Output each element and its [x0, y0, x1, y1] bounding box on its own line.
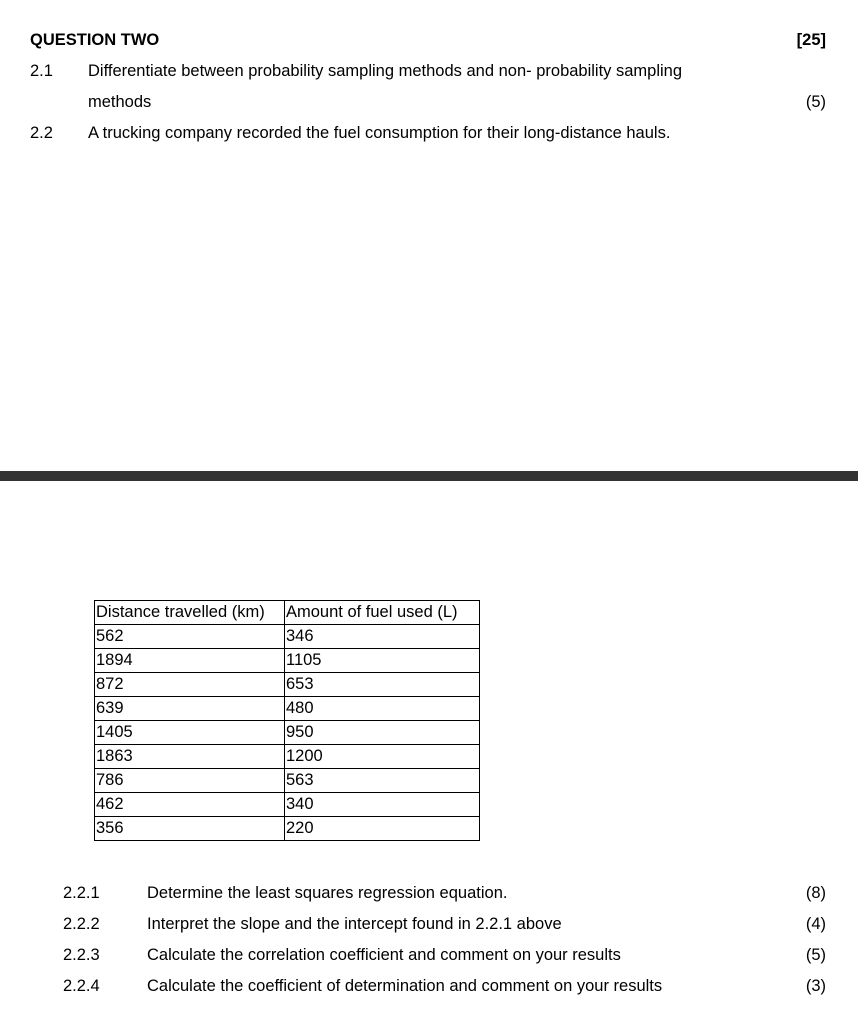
q221-marks: (8)	[805, 884, 826, 902]
table-cell-fuel: 653	[285, 673, 480, 697]
q223-text: Calculate the correlation coefficient and comment on your results	[147, 946, 621, 964]
q21-text-line2: methods	[88, 93, 152, 111]
table-cell-fuel: 220	[285, 817, 480, 841]
table-row	[95, 745, 480, 769]
q223-number: 2.2.3	[63, 946, 100, 964]
table-cell-fuel: 340	[285, 793, 480, 817]
table-cell-distance: 462	[95, 793, 285, 817]
fuel-consumption-table	[94, 600, 480, 841]
table-cell-distance: 1405	[95, 721, 285, 745]
table-cell-distance: 872	[95, 673, 285, 697]
q224-text: Calculate the coefficient of determination and comment on your results	[147, 977, 663, 995]
table-cell-distance: 1894	[95, 649, 285, 673]
table-header-fuel: Amount of fuel used (L)	[285, 601, 480, 625]
q223-marks: (5)	[805, 946, 826, 964]
table-cell-fuel: 346	[285, 625, 480, 649]
q21-number: 2.1	[30, 62, 53, 80]
table-cell-distance: 1863	[95, 745, 285, 769]
table-cell-fuel: 950	[285, 721, 480, 745]
table-cell-distance: 639	[95, 697, 285, 721]
q21-marks: (5)	[805, 93, 826, 111]
q224-marks: (3)	[805, 977, 826, 995]
table-header-distance: Distance travelled (km)	[95, 601, 285, 625]
q222-text: Interpret the slope and the intercept found in 2.2.1 above	[147, 915, 562, 933]
question-total-marks: [25]	[796, 31, 826, 49]
question-title: QUESTION TWO	[30, 31, 160, 49]
table-row	[95, 721, 480, 745]
table-cell-fuel: 480	[285, 697, 480, 721]
table-row	[95, 817, 480, 841]
table-row	[95, 769, 480, 793]
table-cell-fuel: 1200	[285, 745, 480, 769]
q221-text: Determine the least squares regression equation.	[147, 884, 508, 902]
table-cell-fuel: 1105	[285, 649, 480, 673]
table-cell-fuel: 563	[285, 769, 480, 793]
table-header-row	[95, 601, 480, 625]
table-row	[95, 673, 480, 697]
table-row	[95, 697, 480, 721]
q22-number: 2.2	[30, 124, 53, 142]
table-cell-distance: 786	[95, 769, 285, 793]
table-row	[95, 625, 480, 649]
table-cell-distance: 562	[95, 625, 285, 649]
table-row	[95, 793, 480, 817]
q221-number: 2.2.1	[63, 884, 100, 902]
q21-text-line1: Differentiate between probability sampling methods and non- probability sampling	[88, 62, 683, 80]
page-divider	[0, 471, 858, 481]
table-cell-distance: 356	[95, 817, 285, 841]
q224-number: 2.2.4	[63, 977, 100, 995]
q22-text: A trucking company recorded the fuel consumption for their long-distance hauls.	[88, 124, 671, 142]
q222-marks: (4)	[805, 915, 826, 933]
q222-number: 2.2.2	[63, 915, 100, 933]
table-row	[95, 649, 480, 673]
